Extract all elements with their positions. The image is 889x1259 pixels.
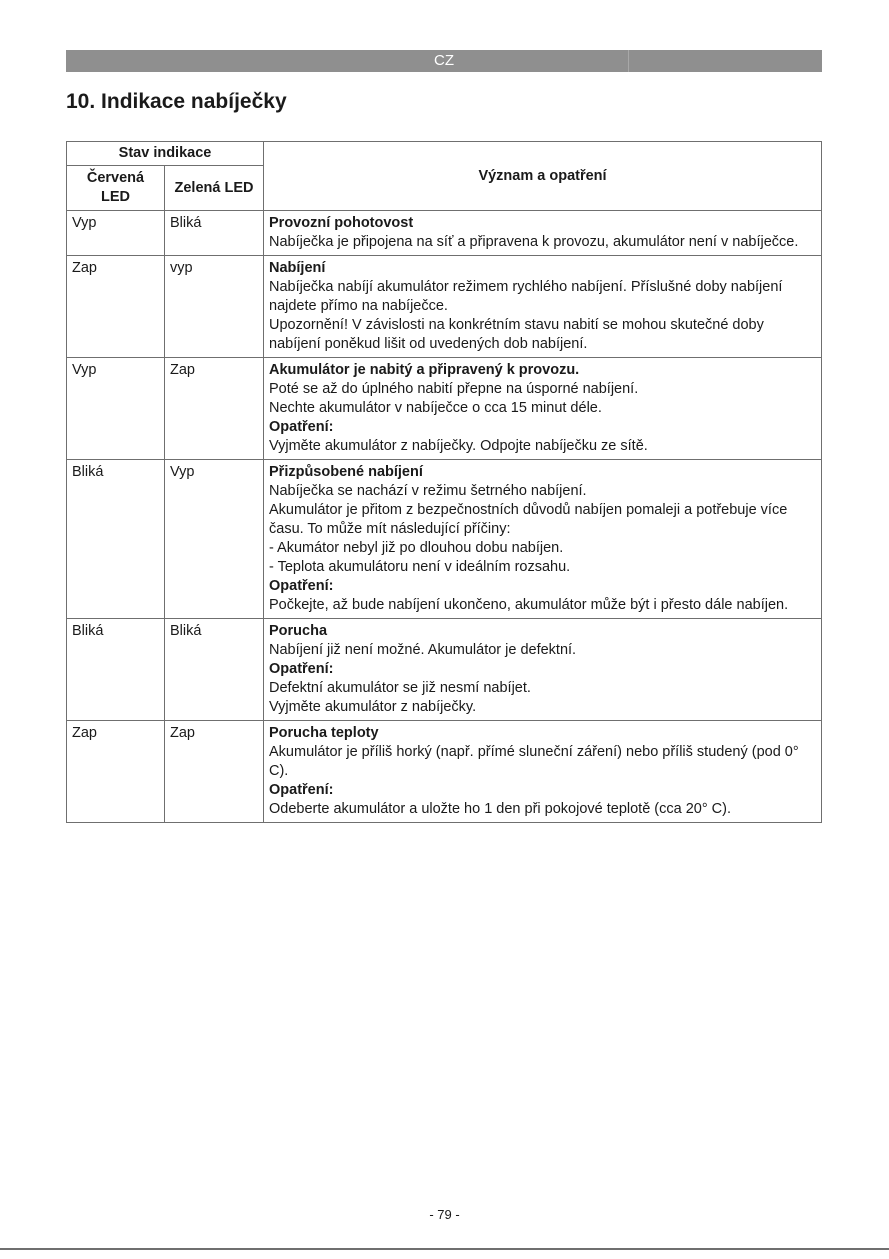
- meaning-text: Poté se až do úplného nabití přepne na úsporné nabíjení.: [269, 381, 639, 397]
- meaning-heading: Opatření:: [269, 578, 334, 594]
- red-led-state: Vyp: [67, 211, 165, 256]
- meaning-text: Upozornění! V závislosti na konkrétním stavu nabití se mohou skutečné doby nabíjení poněkud lišit od uvedených dob nabíjení.: [269, 317, 764, 352]
- meaning-heading: Porucha teploty: [269, 725, 379, 741]
- language-label: CZ: [434, 52, 454, 69]
- green-led-state: Zap: [165, 358, 264, 460]
- table-row: [67, 721, 822, 823]
- red-led-state: Zap: [67, 721, 165, 823]
- page-title: 10. Indikace nabíječky: [66, 90, 287, 113]
- meaning-heading: Akumulátor je nabitý a připravený k provozu.: [269, 362, 580, 378]
- meaning-text: Nabíječka nabíjí akumulátor režimem rychlého nabíjení. Příslušné doby nabíjení najdete přímo na nabíječce.: [269, 279, 783, 314]
- bottom-rule: [0, 1248, 889, 1250]
- red-led-state: Vyp: [67, 358, 165, 460]
- table-row: [67, 460, 822, 619]
- table-row: [67, 358, 822, 460]
- green-led-state: Bliká: [165, 211, 264, 256]
- meaning-cell: [264, 256, 822, 358]
- red-led-state: Bliká: [67, 460, 165, 619]
- header-red-led: Červená LED: [67, 166, 165, 211]
- meaning-heading: Přizpůsobené nabíjení: [269, 464, 423, 480]
- red-led-state: Zap: [67, 256, 165, 358]
- meaning-text: Odeberte akumulátor a uložte ho 1 den při pokojové teplotě (cca 20° C).: [269, 801, 732, 817]
- meaning-heading: Porucha: [269, 623, 328, 639]
- meaning-heading: Provozní pohotovost: [269, 215, 414, 231]
- meaning-heading: Opatření:: [269, 661, 334, 677]
- group-header-status: Stav indikace: [67, 142, 264, 166]
- meaning-text: Akumulátor je příliš horký (např. přímé sluneční záření) nebo příliš studený (pod 0° C).: [269, 744, 799, 779]
- meaning-heading: Opatření:: [269, 419, 334, 435]
- meaning-text: - Teplota akumulátoru není v ideálním rozsahu.: [269, 559, 571, 575]
- green-led-state: Bliká: [165, 619, 264, 721]
- meaning-cell: [264, 619, 822, 721]
- meaning-text: Vyjměte akumulátor z nabíječky.: [269, 699, 477, 715]
- meaning-text: Nabíječka je připojena na síť a připravena k provozu, akumulátor není v nabíječce.: [269, 234, 799, 250]
- table-body: [67, 211, 822, 823]
- meaning-text: Vyjměte akumulátor z nabíječky. Odpojte nabíječku ze sítě.: [269, 438, 648, 454]
- meaning-text: Nabíjení již není možné. Akumulátor je defektní.: [269, 642, 577, 658]
- meaning-text: Nechte akumulátor v nabíječce o cca 15 minut déle.: [269, 400, 602, 416]
- meaning-heading: Nabíjení: [269, 260, 326, 276]
- meaning-text: - Akumátor nebyl již po dlouhou dobu nabíjen.: [269, 540, 564, 556]
- meaning-text: Počkejte, až bude nabíjení ukončeno, akumulátor může být i přesto dále nabíjen.: [269, 597, 789, 613]
- green-led-state: vyp: [165, 256, 264, 358]
- green-led-state: Vyp: [165, 460, 264, 619]
- header-meaning: Význam a opatření: [264, 142, 822, 211]
- red-led-state: Bliká: [67, 619, 165, 721]
- page-number: - 79 -: [429, 1207, 460, 1222]
- green-led-state: Zap: [165, 721, 264, 823]
- meaning-text: Defektní akumulátor se již nesmí nabíjet.: [269, 680, 531, 696]
- meaning-cell: [264, 460, 822, 619]
- meaning-cell: [264, 721, 822, 823]
- header-green-led: Zelená LED: [165, 166, 264, 211]
- meaning-cell: [264, 358, 822, 460]
- meaning-text: Akumulátor je přitom z bezpečnostních důvodů nabíjen pomaleji a potřebuje více času. To může mít následující příčiny:: [269, 502, 788, 537]
- table-row: [67, 619, 822, 721]
- meaning-text: Nabíječka se nachází v režimu šetrného nabíjení.: [269, 483, 587, 499]
- meaning-heading: Opatření:: [269, 782, 334, 798]
- indication-table: [66, 141, 822, 823]
- table-row: [67, 256, 822, 358]
- header-divider: [628, 50, 629, 72]
- table-row: [67, 211, 822, 256]
- meaning-cell: [264, 211, 822, 256]
- language-header-bar: [66, 50, 822, 72]
